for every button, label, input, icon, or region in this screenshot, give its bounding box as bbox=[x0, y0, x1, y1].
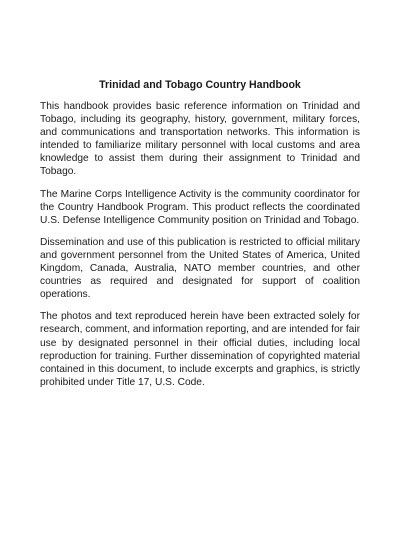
document-title: Trinidad and Tobago Country Handbook bbox=[99, 79, 301, 91]
intro-paragraph: This handbook provides basic reference information on Trinidad and Tobago, including its geography, history, government, military forces, and communications and transportation networks. This information is intended to familiarize military personnel with local customs and area knowledge to assist them during their assignment to Trinidad and Tobago. bbox=[40, 101, 360, 178]
coordinator-paragraph: The Marine Corps Intelligence Activity is the community coordinator for the Country Handbook Program. This product reflects the coordinated U.S. Defense Intelligence Community position on Trinidad and Tobago. bbox=[40, 188, 360, 226]
dissemination-paragraph: Dissemination and use of this publication is restricted to official military and government personnel from the United States of America, United Kingdom, Canada, Australia, NATO member countries, and other countries as required and designated for support of coalition operations. bbox=[40, 236, 360, 301]
copyright-paragraph: The photos and text reproduced herein have been extracted solely for research, comment, and information reporting, and are intended for fair use by designated personnel in their official duties, including local reproduction for training. Further dissemination of copyrighted material contained in this document, to include excerpts and graphics, is strictly prohibited under Title 17, U.S. Code. bbox=[40, 311, 360, 388]
